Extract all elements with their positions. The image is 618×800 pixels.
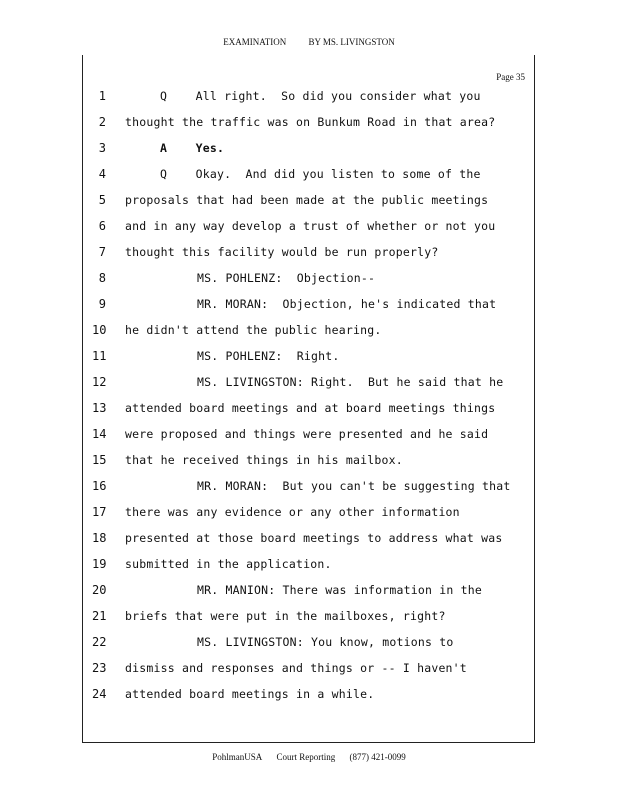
transcript-line xyxy=(0,557,618,577)
line-number: 12 xyxy=(92,375,107,389)
line-text: A Yes. xyxy=(160,141,225,155)
line-text: were proposed and things were presented and he said xyxy=(125,427,489,441)
transcript-line xyxy=(0,583,618,603)
page-number: Page 35 xyxy=(496,72,525,82)
line-number: 19 xyxy=(92,557,107,571)
line-number: 13 xyxy=(92,401,107,415)
line-text: attended board meetings and at board meetings things xyxy=(125,401,496,415)
transcript-line xyxy=(0,141,618,161)
line-text: presented at those board meetings to address what was xyxy=(125,531,503,545)
line-number: 17 xyxy=(92,505,107,519)
line-text: MR. MORAN: But you can't be suggesting that xyxy=(197,479,511,493)
transcript-line xyxy=(0,193,618,213)
line-text: thought the traffic was on Bunkum Road in that area? xyxy=(125,115,496,129)
line-number: 1 xyxy=(98,89,106,103)
transcript-line xyxy=(0,375,618,395)
line-number: 7 xyxy=(98,245,106,259)
line-text: MS. LIVINGSTON: You know, motions to xyxy=(197,635,454,649)
transcript-line xyxy=(0,427,618,447)
line-text: proposals that had been made at the public meetings xyxy=(125,193,489,207)
line-number: 18 xyxy=(92,531,107,545)
page-header xyxy=(0,37,618,47)
transcript-line xyxy=(0,661,618,681)
line-number: 20 xyxy=(92,583,107,597)
line-number: 2 xyxy=(98,115,106,129)
transcript-line xyxy=(0,687,618,707)
line-text: Q Okay. And did you listen to some of the xyxy=(160,167,481,181)
line-number: 24 xyxy=(92,687,107,701)
transcript-line xyxy=(0,479,618,499)
transcript-line xyxy=(0,115,618,135)
line-number: 10 xyxy=(92,323,107,337)
line-text: that he received things in his mailbox. xyxy=(125,453,403,467)
transcript-line xyxy=(0,219,618,239)
line-number: 22 xyxy=(92,635,107,649)
transcript-line xyxy=(0,635,618,655)
footer-service: Court Reporting xyxy=(276,752,336,762)
line-text: MR. MORAN: Objection, he's indicated that xyxy=(197,297,497,311)
line-number: 5 xyxy=(98,193,106,207)
line-number: 16 xyxy=(92,479,107,493)
transcript-line xyxy=(0,505,618,525)
line-text: briefs that were put in the mailboxes, right? xyxy=(125,609,446,623)
line-text: MR. MANION: There was information in the xyxy=(197,583,482,597)
line-text: attended board meetings in a while. xyxy=(125,687,375,701)
transcript-line xyxy=(0,349,618,369)
footer-company: PohlmanUSA xyxy=(212,752,263,762)
line-number: 6 xyxy=(98,219,106,233)
line-text: submitted in the application. xyxy=(125,557,332,571)
transcript-line xyxy=(0,323,618,343)
header-examination: EXAMINATION xyxy=(223,37,287,47)
page-footer xyxy=(0,752,618,762)
line-text: and in any way develop a trust of whether or not you xyxy=(125,219,496,233)
line-text: MS. POHLENZ: Objection-- xyxy=(197,271,376,285)
line-text: MS. POHLENZ: Right. xyxy=(197,349,340,363)
footer-phone: (877) 421-0099 xyxy=(349,752,406,762)
transcript-line xyxy=(0,401,618,421)
line-text: Q All right. So did you consider what you xyxy=(160,89,481,103)
transcript-line xyxy=(0,89,618,109)
line-text: thought this facility would be run properly? xyxy=(125,245,439,259)
transcript-line xyxy=(0,453,618,473)
line-number: 4 xyxy=(98,167,106,181)
transcript-line xyxy=(0,531,618,551)
line-text: he didn't attend the public hearing. xyxy=(125,323,382,337)
line-number: 14 xyxy=(92,427,107,441)
line-number: 21 xyxy=(92,609,107,623)
line-number: 11 xyxy=(92,349,107,363)
line-number: 3 xyxy=(98,141,106,155)
line-number: 9 xyxy=(98,297,106,311)
transcript-line xyxy=(0,245,618,265)
line-number: 15 xyxy=(92,453,107,467)
transcript-line xyxy=(0,271,618,291)
transcript-line xyxy=(0,609,618,629)
transcript-line xyxy=(0,297,618,317)
transcript-line xyxy=(0,167,618,187)
header-examiner: BY MS. LIVINGSTON xyxy=(308,37,395,47)
line-text: there was any evidence or any other information xyxy=(125,505,460,519)
line-text: dismiss and responses and things or -- I haven't xyxy=(125,661,467,675)
line-text: MS. LIVINGSTON: Right. But he said that he xyxy=(197,375,504,389)
line-number: 8 xyxy=(98,271,106,285)
line-number: 23 xyxy=(92,661,107,675)
